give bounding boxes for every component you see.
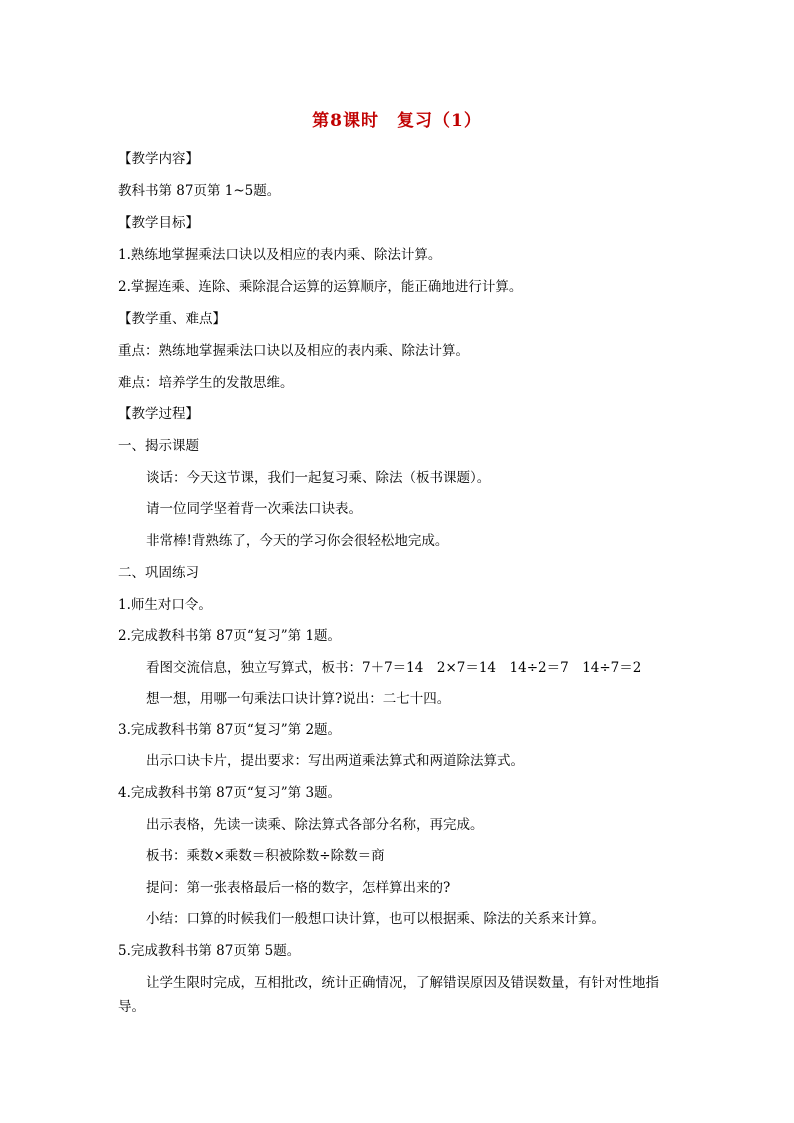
paragraph: 小结：口算的时候我们一般想口诀计算，也可以根据乘、除法的关系来计算。 (146, 911, 605, 927)
paragraph-text: 让学生限时完成，互相批改，统计正确情况，了解错误原因及错误数量，有针对性地指导。 (118, 975, 659, 1015)
paragraph: 教科书第 87页第 1~5题。 (118, 183, 281, 199)
section-heading-content: 【教学内容】 (118, 151, 199, 167)
section-heading-goals: 【教学目标】 (118, 215, 199, 231)
paragraph: 谈话：今天这节课，我们一起复习乘、除法（板书课题）。 (146, 470, 491, 486)
paragraph: 出示口诀卡片，提出要求：写出两道乘法算式和两道除法算式。 (146, 753, 524, 769)
paragraph: 重点：熟练地掌握乘法口诀以及相应的表内乘、除法计算。 (118, 343, 469, 359)
exercise-item: 3.完成教科书第 87页“复习”第 2题。 (118, 722, 342, 738)
paragraph: 提问：第一张表格最后一格的数字，怎样算出来的? (146, 880, 451, 896)
paragraph: 想一想，用哪一句乘法口诀计算?说出：二七十四。 (146, 691, 451, 707)
section-heading-process: 【教学过程】 (118, 406, 199, 422)
paragraph: 板书：乘数×乘数＝积被除数÷除数＝商 (146, 848, 385, 864)
exercise-item: 1.师生对口令。 (118, 597, 212, 613)
subsection-heading: 二、巩固练习 (118, 565, 199, 581)
exercise-item: 2.完成教科书第 87页“复习”第 1题。 (118, 628, 342, 644)
page-title: 第8课时 复习（1） (312, 111, 482, 131)
paragraph: 看图交流信息，独立写算式，板书：7＋7＝14 2×7＝14 14÷2＝7 14÷7＝2 (146, 660, 642, 676)
goal-item: 1.熟练地掌握乘法口诀以及相应的表内乘、除法计算。 (118, 247, 442, 263)
paragraph: 难点：培养学生的发散思维。 (118, 375, 294, 391)
paragraph: 出示表格，先读一读乘、除法算式各部分名称，再完成。 (146, 817, 484, 833)
exercise-item: 4.完成教科书第 87页“复习”第 3题。 (118, 785, 342, 801)
paragraph (118, 971, 684, 1019)
subsection-heading: 一、揭示课题 (118, 438, 199, 454)
paragraph: 请一位同学坚着背一次乘法口诀表。 (146, 501, 362, 517)
goal-item: 2.掌握连乘、连除、乘除混合运算的运算顺序，能正确地进行计算。 (118, 279, 523, 295)
section-heading-key-points: 【教学重、难点】 (118, 311, 226, 327)
exercise-item: 5.完成教科书第 87页第 5题。 (118, 943, 301, 959)
paragraph: 非常棒!背熟练了，今天的学习你会很轻松地完成。 (146, 533, 449, 549)
